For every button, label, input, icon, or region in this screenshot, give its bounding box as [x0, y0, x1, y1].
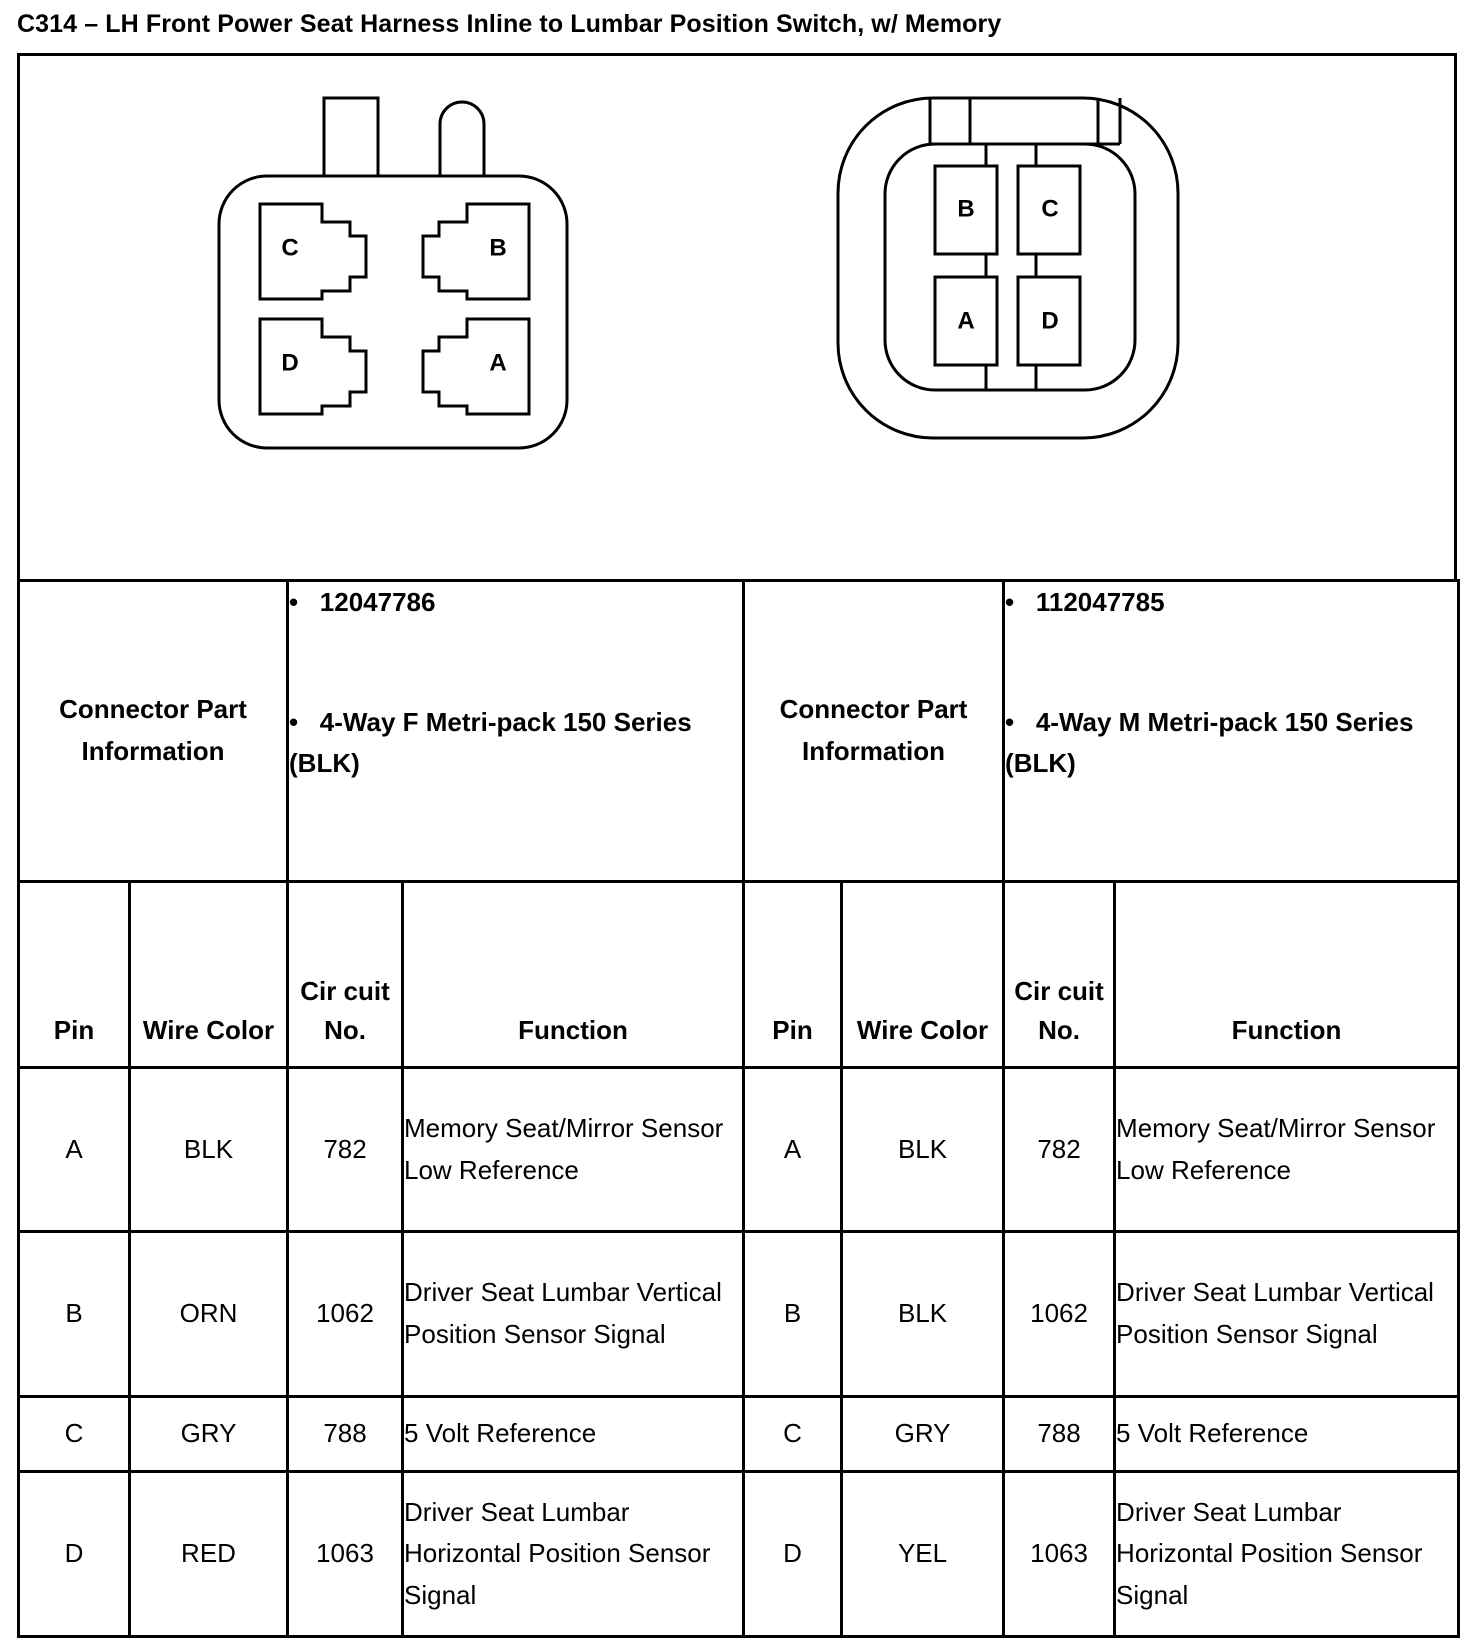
pin-cell: B: [744, 1232, 842, 1397]
function-cell: 5 Volt Reference: [403, 1397, 744, 1472]
circuit-cell: 1062: [288, 1232, 403, 1397]
circuit-cell: 788: [1004, 1397, 1115, 1472]
circuit-cell: 782: [288, 1068, 403, 1232]
connector-info-row: [19, 581, 1459, 882]
male-outer-shroud: [838, 98, 1178, 438]
female-housing: [219, 176, 567, 448]
connector-description: 4-Way F Metri-pack 150 Series (BLK): [289, 706, 692, 779]
male-connector-face: [838, 98, 1178, 438]
pin-column-header: Pin: [19, 882, 130, 1068]
connector-info-value: • 12047786 • 4-Way F Metri-pack 150 Series (BLK): [288, 581, 744, 882]
pin-cell: A: [19, 1068, 130, 1232]
female-cavity-c: [260, 204, 366, 299]
wire-color-cell: BLK: [842, 1232, 1004, 1397]
wire-color-column-header: Wire Color: [130, 882, 288, 1068]
pin-cell: D: [19, 1472, 130, 1637]
female-pin-label: A: [489, 349, 507, 377]
column-header-row: [19, 882, 1459, 1068]
male-inner-housing: [885, 144, 1135, 390]
connector-info-label: Connector Part Information: [744, 581, 1004, 882]
function-column-header: Function: [1115, 882, 1459, 1068]
female-pin-label: B: [489, 234, 507, 262]
wire-color-cell: RED: [130, 1472, 288, 1637]
wire-color-column-header: Wire Color: [842, 882, 1004, 1068]
circuit-cell: 1062: [1004, 1232, 1115, 1397]
female-latch-tab: [324, 98, 378, 176]
male-pin-label: D: [1041, 307, 1059, 335]
wire-color-cell: YEL: [842, 1472, 1004, 1637]
wire-color-cell: GRY: [130, 1397, 288, 1472]
female-pin-label: C: [281, 234, 299, 262]
female-cavity-d: [260, 319, 366, 414]
male-pin-label: B: [957, 195, 975, 223]
female-cavity-b: [423, 204, 529, 299]
wire-color-cell: BLK: [842, 1068, 1004, 1232]
male-pin-label: C: [1041, 195, 1059, 223]
pin-cell: A: [744, 1068, 842, 1232]
circuit-cell: 1063: [1004, 1472, 1115, 1637]
female-pin-label: D: [281, 349, 299, 377]
function-cell: 5 Volt Reference: [1115, 1397, 1459, 1472]
table-row: [19, 1472, 1459, 1637]
female-cavity-a: [423, 319, 529, 414]
connector-description: 4-Way M Metri-pack 150 Series (BLK): [1005, 706, 1414, 779]
female-key-tab: [440, 102, 484, 176]
connector-diagram-panel: [17, 53, 1457, 581]
connector-info-label: Connector Part Information: [19, 581, 288, 882]
wire-color-cell: ORN: [130, 1232, 288, 1397]
pin-cell: B: [19, 1232, 130, 1397]
function-cell: Driver Seat Lumbar Vertical Position Sensor Signal: [1115, 1232, 1459, 1397]
connector-faces-svg: [20, 56, 1454, 584]
pinout-table: [17, 579, 1460, 1638]
function-column-header: Function: [403, 882, 744, 1068]
wire-color-cell: GRY: [842, 1397, 1004, 1472]
part-number: 112047785: [1035, 587, 1165, 617]
female-connector-face: [219, 98, 567, 448]
function-cell: Driver Seat Lumbar Horizontal Position Sensor Signal: [1115, 1472, 1459, 1637]
function-cell: Driver Seat Lumbar Horizontal Position Sensor Signal: [403, 1472, 744, 1637]
table-row: [19, 1397, 1459, 1472]
pin-cell: D: [744, 1472, 842, 1637]
male-top-lock-bar: [930, 98, 1120, 144]
table-row: [19, 1232, 1459, 1397]
function-cell: Memory Seat/Mirror Sensor Low Reference: [403, 1068, 744, 1232]
function-cell: Driver Seat Lumbar Vertical Position Sensor Signal: [403, 1232, 744, 1397]
part-number: 12047786: [319, 587, 436, 617]
function-cell: Memory Seat/Mirror Sensor Low Reference: [1115, 1068, 1459, 1232]
circuit-cell: 788: [288, 1397, 403, 1472]
circuit-column-header: Cir cuit No.: [1004, 882, 1115, 1068]
page-title: C314 – LH Front Power Seat Harness Inline to Lumbar Position Switch, w/ Memory: [17, 10, 1002, 38]
pin-cell: C: [744, 1397, 842, 1472]
table-row: [19, 1068, 1459, 1232]
circuit-cell: 782: [1004, 1068, 1115, 1232]
pin-cell: C: [19, 1397, 130, 1472]
pin-column-header: Pin: [744, 882, 842, 1068]
connector-info-value: • 112047785 • 4-Way M Metri-pack 150 Series (BLK): [1004, 581, 1459, 882]
circuit-column-header: Cir cuit No.: [288, 882, 403, 1068]
male-pin-label: A: [957, 307, 975, 335]
circuit-cell: 1063: [288, 1472, 403, 1637]
wire-color-cell: BLK: [130, 1068, 288, 1232]
